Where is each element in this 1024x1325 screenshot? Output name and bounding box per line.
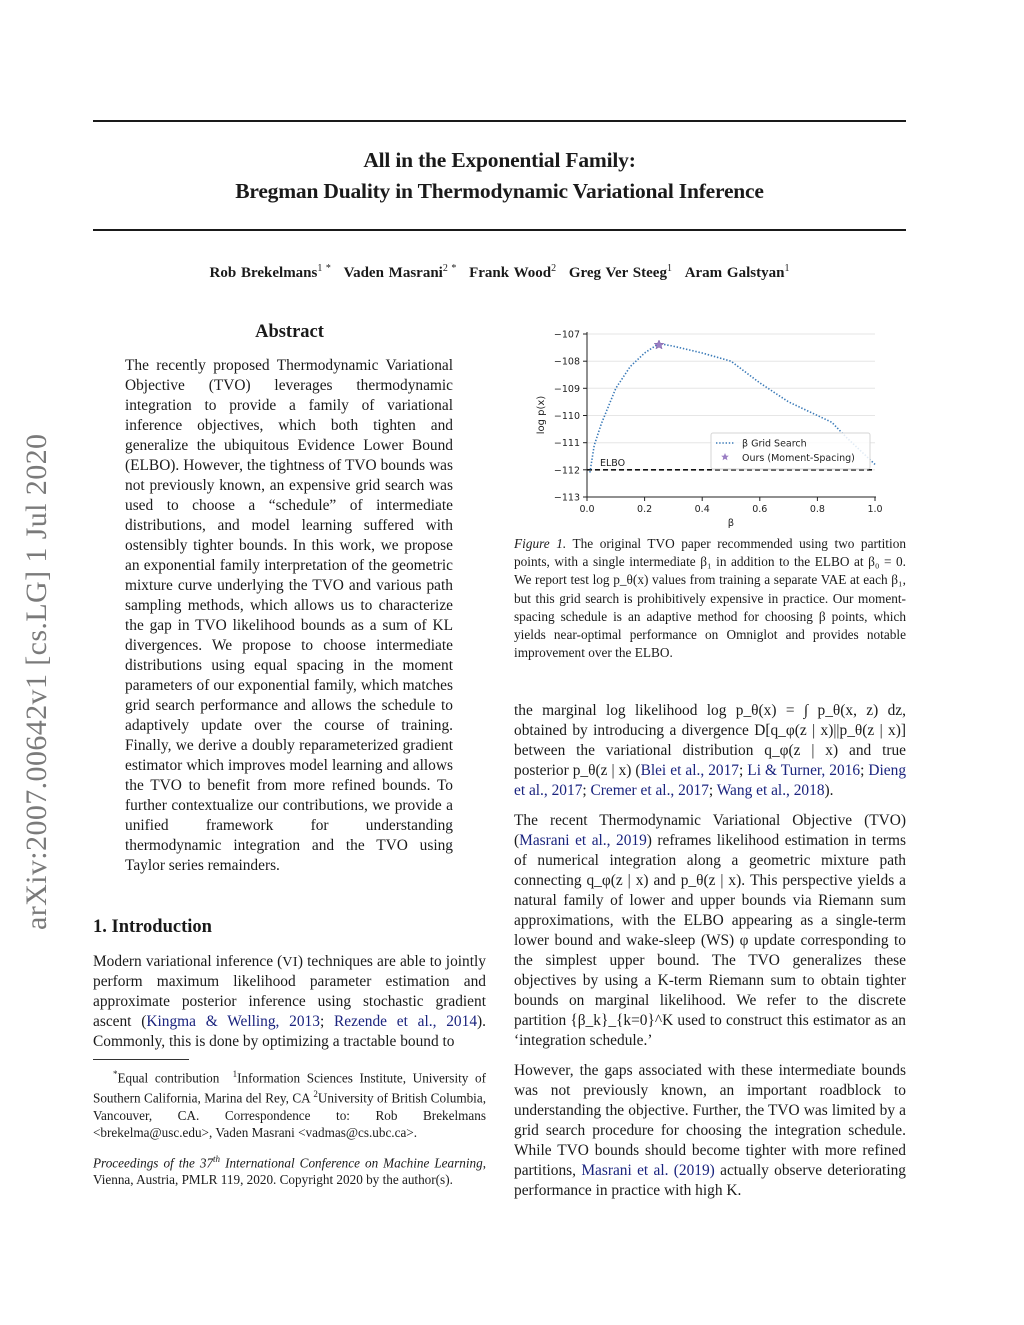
svg-text:0.2: 0.2 bbox=[637, 504, 653, 515]
citation-link[interactable]: Blei et al., 2017 bbox=[640, 762, 739, 779]
footnote-proceedings: Proceedings of the 37th International Conference on Machine Learning, Vienna, Austria, PMLR 119, 2020. Copyright 2020 by the author(s). bbox=[93, 1154, 486, 1188]
caption-text: The original TVO paper recommended using two partition points, with a single intermediate β₁ in addition to the ELBO at β₀ = 0. We report test log p_θ(x) values from training a separate VAE at each β₁, but this grid search is prohibitively expensive in practice. Our moment-spacing schedule is an adaptive method for choosing β points, which yields near-optimal performance on Omniglot and provides notable improvement over the ELBO. bbox=[514, 536, 906, 661]
citation-link[interactable]: Li & Turner, 2016 bbox=[747, 762, 861, 779]
svg-text:0.6: 0.6 bbox=[752, 504, 768, 515]
arxiv-stamp: arXiv:2007.00642v1 [cs.LG] 1 Jul 2020 bbox=[20, 433, 53, 930]
author: Rob Brekelmans$^{1 *}$ bbox=[209, 263, 331, 281]
citation-link[interactable]: Cremer et al., 2017 bbox=[590, 782, 709, 799]
svg-text:0.0: 0.0 bbox=[579, 504, 595, 515]
author: Vaden Masrani$^{2 *}$ bbox=[343, 263, 457, 281]
svg-text:−113: −113 bbox=[553, 492, 580, 504]
abstract-body bbox=[125, 356, 453, 876]
elbo-label: ELBO bbox=[600, 458, 626, 469]
x-ticks bbox=[579, 497, 882, 515]
svg-text:0.4: 0.4 bbox=[694, 504, 710, 515]
right-column-paragraph-3: However, the gaps associated with these intermediate bounds was not previously known, an important roadblock to understanding the objective. Further, the TVO was limited by a grid search procedure for choosing the integration schedule. While TVO bounds should become tighter with more refined partitions, Masrani et al. (2019) actually observe deteriorating performance in practice with high K. bbox=[514, 1062, 906, 1199]
introduction-paragraph: Modern variational inference (VI) techniques are able to jointly perform maximum likelihood parameter estimation and approximate posterior inference using stochastic gradient ascent (Kingma & Welling, 2013; Rezende et al., 2014). Commonly, this is done by optimizing a tractable bound to bbox=[93, 953, 487, 1050]
citation-link[interactable]: Wang et al., 2018 bbox=[716, 782, 825, 799]
abstract-text: The recently proposed Thermodynamic Variational Objective (TVO) leverages thermodynamic integration to provide a family of variational inference objectives, which both tighten and generalize the ubiquitous Evidence Lower Bound (ELBO). However, the tightness of TVO bounds was not previously known, an expensive grid search was used to choose a “schedule” of intermediate distributions, and model learning suffered with ostensibly tighter bounds. In this work, we propose an exponential family interpretation of the geometric mixture curve underlying the TVO and various path sampling methods, which allows us to characterize the gap in TVO likelihood bounds as a sum of KL divergences. We propose to choose intermediate distributions using equal spacing in the moment parameters of our exponential family, which matches grid search performance and allows the schedule to adaptively update over the course of training. Finally, we derive a doubly reparameterized gradient estimator which improves model learning and allows the TVO to benefit from more refined bounds. To further contextualize our contributions, we provide a unified framework for understanding thermodynamic integration and the TVO using Taylor series remainders. bbox=[125, 357, 453, 874]
line-chart bbox=[520, 320, 900, 530]
introduction-body bbox=[93, 952, 486, 1052]
paper-title-line1: All in the Exponential Family: bbox=[363, 148, 636, 172]
right-column-paragraph-2: The recent Thermodynamic Variational Objective (TVO) (Masrani et al., 2019) reframes likelihood estimation in terms of numerical integration along a geometric mixture path connecting q_φ(z | x) and p_θ(z | x). This perspective yields a natural family of lower and upper bounds via Riemann sum approximations, with the ELBO appearing as a single-term lower bound and wake-sleep (WS) φ update corresponding to the simplest upper bound. The TVO generalizes these objectives by using a K-term Riemann sum to obtain tighter bounds on marginal likelihood. We refer to the discrete partition {β_k}_{k=0}^K used to construct this estimator as an ‘integration schedule.’ bbox=[514, 812, 906, 1049]
author: Frank Wood$^2$ bbox=[469, 263, 557, 281]
author: Greg Ver Steeg$^1$ bbox=[568, 263, 672, 281]
y-ticks bbox=[554, 330, 587, 504]
svg-text:−111: −111 bbox=[553, 438, 580, 450]
y-axis-label: log p(x) bbox=[536, 395, 547, 435]
title-bottom-rule bbox=[93, 229, 906, 231]
footnote-affiliations: *Equal contribution $^1$Information Sciences Institute, University of Southern California, Marina del Rey, CA $^2$University of British Columbia, Vancouver, CA. Correspondence to: Rob Brekelmans <brekelma@usc.edu>, Vaden Masrani <vadmas@cs.ubc.ca>. bbox=[93, 1069, 486, 1140]
citation-link[interactable]: Kingma & Welling, 2013 bbox=[146, 1013, 320, 1030]
svg-text:1.0: 1.0 bbox=[867, 504, 883, 515]
footnote-rule bbox=[93, 1059, 189, 1060]
svg-text:−112: −112 bbox=[553, 465, 580, 477]
citation-link[interactable]: Masrani et al., 2019 bbox=[519, 832, 647, 849]
abstract-heading: Abstract bbox=[255, 322, 324, 342]
title-top-rule bbox=[93, 120, 906, 122]
figure-1-chart bbox=[520, 320, 900, 530]
citation-link[interactable]: Rezende et al., 2014 bbox=[334, 1013, 478, 1030]
chart-legend bbox=[711, 433, 870, 469]
legend-moment-spacing: Ours (Moment-Spacing) bbox=[742, 453, 855, 464]
author-list bbox=[93, 265, 906, 282]
svg-text:−108: −108 bbox=[553, 356, 580, 368]
introduction-heading: 1. Introduction bbox=[93, 917, 212, 937]
citation-link[interactable]: Masrani et al. (2019) bbox=[581, 1162, 715, 1179]
axes bbox=[587, 332, 876, 497]
svg-text:−110: −110 bbox=[553, 411, 580, 422]
svg-text:−109: −109 bbox=[553, 383, 580, 395]
moment-spacing-star bbox=[654, 340, 664, 349]
svg-text:−107: −107 bbox=[553, 329, 580, 341]
caption-label: Figure 1. bbox=[514, 536, 567, 551]
legend-grid-search: β Grid Search bbox=[742, 438, 807, 450]
figure-1-caption bbox=[514, 535, 906, 662]
right-column-paragraph-1: the marginal log likelihood log p_θ(x) = ∫ p_θ(x, z) dz, obtained by introducing a divergence D[q_φ(z | x)||p_θ(z | x)] between the variational distribution q_φ(z | x) and true posterior p_θ(z | x) (Blei et al., 2017; Li & Turner, 2016; Dieng et al., 2017; Cremer et al., 2017; Wang et al., 2018). bbox=[514, 702, 907, 799]
svg-text:0.8: 0.8 bbox=[809, 504, 825, 515]
paper-title-line2: Bregman Duality in Thermodynamic Variational Inference bbox=[235, 179, 764, 203]
x-axis-label: β bbox=[727, 518, 735, 529]
citation-link[interactable]: Dieng et al., 2017 bbox=[514, 762, 907, 799]
author: Aram Galstyan$^1$ bbox=[684, 263, 790, 281]
